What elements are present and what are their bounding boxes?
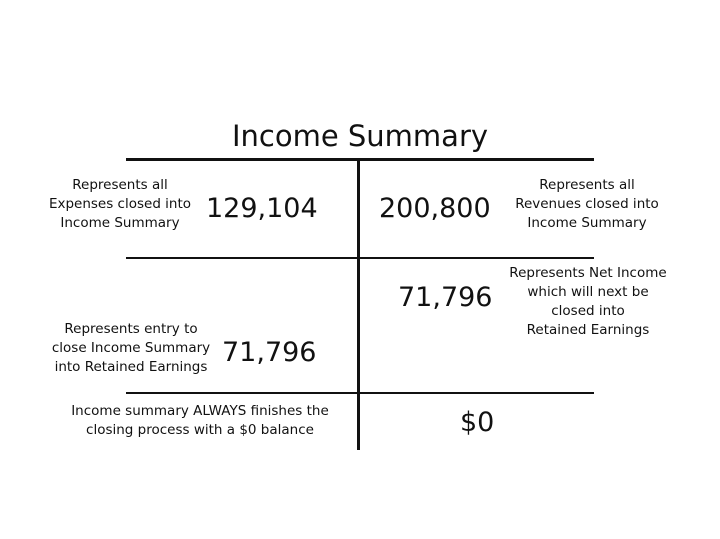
note-line: Represents all — [539, 177, 635, 193]
note-line: Represents Net Income — [509, 265, 667, 281]
note-line: Income summary ALWAYS finishes the — [71, 403, 329, 419]
revenues-note — [507, 176, 667, 233]
note-line: Represents all — [72, 177, 168, 193]
final-balance: $0 — [460, 407, 495, 438]
middle-rule — [126, 257, 594, 259]
net-income-note — [498, 264, 678, 340]
note-line: Expenses closed into — [48, 196, 192, 212]
net-income-amount: 71,796 — [398, 282, 493, 313]
note-line: close Income Summary — [51, 340, 211, 356]
note-line: Retained Earnings — [526, 322, 650, 338]
center-divider — [357, 158, 360, 450]
note-line: closed into — [551, 303, 625, 319]
note-line: Income Summary — [60, 215, 180, 231]
note-line: which will next be — [527, 284, 649, 300]
closing-entry-amount: 71,796 — [222, 337, 317, 368]
expenses-amount: 129,104 — [206, 193, 318, 224]
closing-entry-note — [44, 320, 218, 377]
revenues-amount: 200,800 — [379, 193, 491, 224]
zero-balance-note — [52, 402, 348, 440]
note-line: Income Summary — [527, 215, 647, 231]
expenses-note — [45, 176, 195, 233]
t-account-title: Income Summary — [231, 119, 489, 153]
note-line: Revenues closed into — [515, 196, 659, 212]
bottom-rule — [126, 392, 594, 394]
note-line: Represents entry to — [64, 321, 198, 337]
note-line: into Retained Earnings — [54, 359, 208, 375]
note-line: closing process with a $0 balance — [86, 422, 314, 438]
top-rule — [126, 158, 594, 161]
